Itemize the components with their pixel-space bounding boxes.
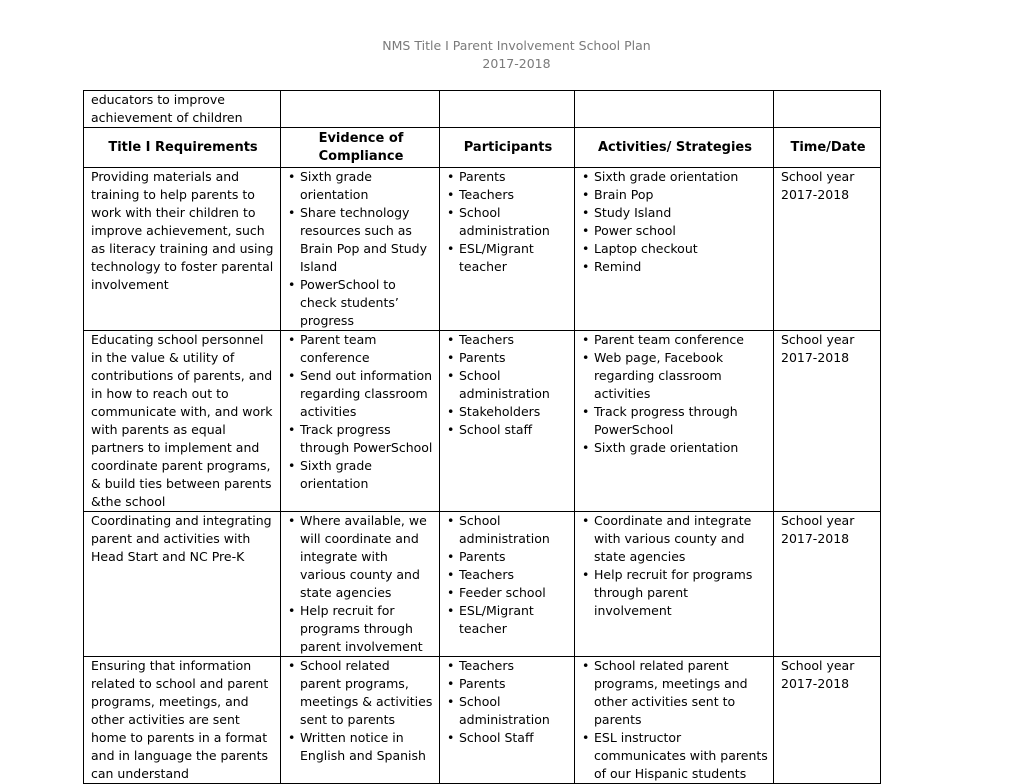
list-item: • Help recruit for programs through parent involvement [582,566,768,620]
empty-cell [575,91,774,128]
list-item: • PowerSchool to check students’ progress [288,276,434,330]
empty-cell [774,91,881,128]
evidence-cell [281,512,440,657]
requirement-cell: Educating school personnel in the value & utility of contributions of parents, and in how to reach out to communicate with, and work with parents as equal partners to implement and coordinate parent programs, & build ties between parents &the school [84,331,281,512]
list-item: • Parent team conference [582,331,768,349]
participants-cell [440,331,575,512]
header-evidence: Evidence of Compliance [281,128,440,168]
time-cell: School year 2017-2018 [774,168,881,331]
list-item: • Laptop checkout [582,240,768,258]
list-item: • Sixth grade orientation [582,168,768,186]
empty-cell [281,91,440,128]
list-item: • Teachers [447,186,569,204]
requirement-cell: Providing materials and training to help parents to work with their children to improve achievement, such as literacy training and using technology to foster parental involvement [84,168,281,331]
list-item: • Track progress through PowerSchool [582,403,768,439]
activities-list [582,331,768,457]
list-item: • Sixth grade orientation [582,439,768,457]
continuation-row [84,91,881,128]
continuation-cell: educators to improve achievement of children [84,91,281,128]
document-year: 2017-2018 [482,56,551,71]
list-item: • Coordinate and integrate with various county and state agencies [582,512,768,566]
participants-cell [440,168,575,331]
list-item: • Sixth grade orientation [288,168,434,204]
list-item: • Parents [447,168,569,186]
time-cell: School year 2017-2018 [774,512,881,657]
list-item: • Stakeholders [447,403,569,421]
evidence-list [288,331,434,493]
participants-cell [440,657,575,784]
list-item: • School Staff [447,729,569,747]
list-item: • School administration [447,367,569,403]
list-item: • Teachers [447,566,569,584]
empty-cell [440,91,575,128]
header-requirements: Title I Requirements [84,128,281,168]
participants-cell [440,512,575,657]
list-item: • Power school [582,222,768,240]
plan-table [83,90,881,784]
table-row [84,512,881,657]
header-participants: Participants [440,128,575,168]
list-item: • Remind [582,258,768,276]
time-cell: School year 2017-2018 [774,657,881,784]
list-item: • Web page, Facebook regarding classroom activities [582,349,768,403]
requirement-cell: Coordinating and integrating parent and activities with Head Start and NC Pre-K [84,512,281,657]
participants-list [447,168,569,276]
list-item: • ESL/Migrant teacher [447,240,569,276]
evidence-list [288,168,434,330]
header-time: Time/Date [774,128,881,168]
evidence-cell [281,168,440,331]
list-item: • Parents [447,349,569,367]
list-item: • Parents [447,548,569,566]
activities-list [582,512,768,620]
participants-list [447,512,569,638]
activities-cell [575,168,774,331]
list-item: • School administration [447,204,569,240]
list-item: • ESL/Migrant teacher [447,602,569,638]
table-row [84,331,881,512]
evidence-list [288,512,434,656]
time-cell: School year 2017-2018 [774,331,881,512]
list-item: • ESL instructor communicates with parents of our Hispanic students [582,729,768,783]
activities-list [582,168,768,276]
list-item: • Written notice in English and Spanish [288,729,434,765]
list-item: • Parents [447,675,569,693]
list-item: • School administration [447,693,569,729]
list-item: • Help recruit for programs through parent involvement [288,602,434,656]
activities-cell [575,657,774,784]
evidence-cell [281,331,440,512]
document-header [0,37,1033,73]
list-item: • Parent team conference [288,331,434,367]
list-item: • Share technology resources such as Brain Pop and Study Island [288,204,434,276]
list-item: • Teachers [447,657,569,675]
list-item: • Where available, we will coordinate and integrate with various county and state agencies [288,512,434,602]
list-item: • Track progress through PowerSchool [288,421,434,457]
list-item: • Study Island [582,204,768,222]
activities-list [582,657,768,783]
participants-list [447,331,569,439]
evidence-cell [281,657,440,784]
document-title: NMS Title I Parent Involvement School Plan [382,38,651,53]
header-row [84,128,881,168]
list-item: • School related parent programs, meetings and other activities sent to parents [582,657,768,729]
list-item: • School staff [447,421,569,439]
requirement-cell: Ensuring that information related to school and parent programs, meetings, and other activities are sent home to parents in a format and in language the parents can understand [84,657,281,784]
list-item: • School related parent programs, meetings & activities sent to parents [288,657,434,729]
activities-cell [575,331,774,512]
list-item: • Teachers [447,331,569,349]
list-item: • Brain Pop [582,186,768,204]
header-activities: Activities/ Strategies [575,128,774,168]
table-row [84,168,881,331]
activities-cell [575,512,774,657]
list-item: • Sixth grade orientation [288,457,434,493]
list-item: • Send out information regarding classroom activities [288,367,434,421]
list-item: • Feeder school [447,584,569,602]
table-row [84,657,881,784]
list-item: • School administration [447,512,569,548]
participants-list [447,657,569,747]
evidence-list [288,657,434,765]
